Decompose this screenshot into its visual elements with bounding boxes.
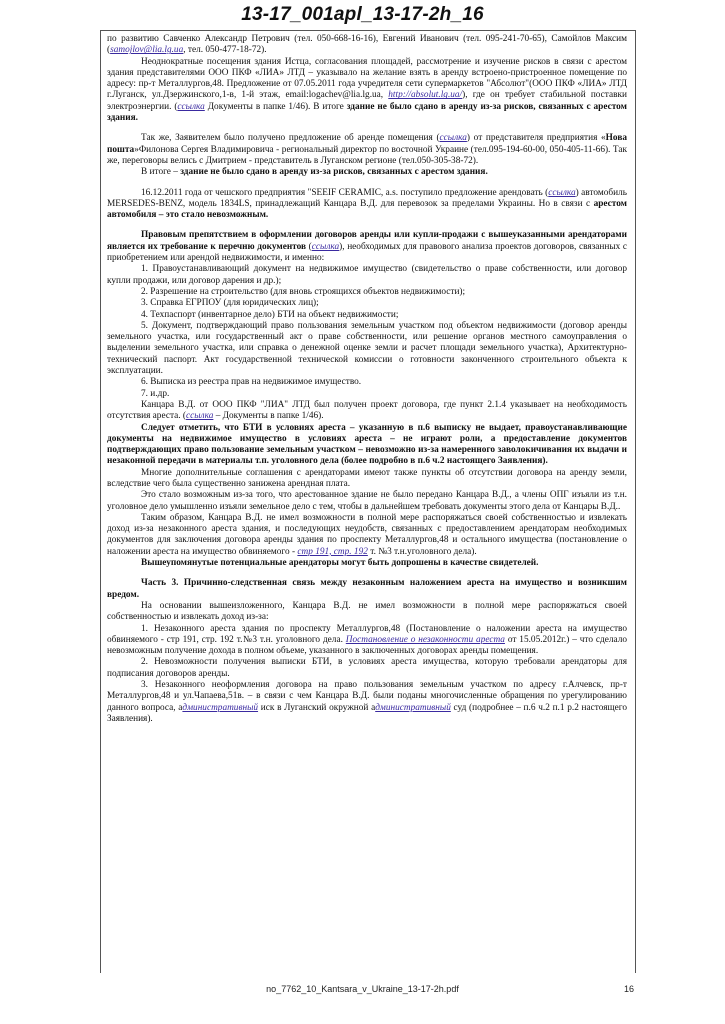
text-fragment: Нова пошта [107, 133, 627, 155]
paragraph [107, 133, 627, 167]
paragraph [107, 264, 627, 287]
document-link[interactable]: samojlov@lia.lg.ua [110, 45, 184, 56]
document-link[interactable]: дминистративный [375, 702, 451, 713]
text-fragment: Это стало возможным из-за того, что арестованное здание не было передано Канцара В.Д., а члены ОПГ изъяли из т.н. уголовное дело умышленно изъяли земельное дело с тем, чтобы в дальнейшем требовать документы этого дела от Канцары В.Д.. [107, 490, 627, 512]
text-fragment: Так же, Заявителем было получено предложение об аренде помещения ( [141, 133, 440, 144]
text-fragment: 3. Незаконного неоформления договора на право пользования земельным участком по адресу г.Алчевск, пр-т Металлургов,48 и ул.Чапаева,51в. – в связи с чем Канцара В.Д. были поданы многочисленные обращения по урегулированию данного вопроса, а [107, 680, 627, 713]
text-fragment: Канцара В.Д. от ООО ПКФ "ЛИА" ЛТД был получен проект договора, где пункт 2.1.4 указывает на необходимость отсутствия ареста. ( [107, 399, 627, 422]
paragraph [107, 389, 627, 400]
text-fragment: »Филонова Сергея Владимировича - региональный директор по восточной Украине (тел.095-194-60-00, 050-405-11-66). Так же, переговоры велись с Дмитрием - представитель в Луганском регионе (тел.050-305-38-72). [107, 144, 627, 166]
text-fragment: 5. Документ, подтверждающий право пользования земельным участком под объектом недвижимости (договор аренды земельного участка, или государственный акт о праве собственности, или решение органов местного самоуправления о выделении земельного участка, или справка о денежной оценке земли и расчет площади земельного участка), Архитектурно-технический паспорт. Акт государственной технической комиссии о готовности законченного строительного объекта к эксплуатации. [107, 320, 627, 377]
paragraph [107, 423, 627, 468]
paragraph [107, 680, 627, 725]
text-fragment: 7. и.др. [141, 388, 170, 399]
text-fragment: суд (подробнее – п.6 ч.2 п.1 р.2 настоящего Заявления). [107, 702, 627, 724]
document-link[interactable]: стр 191, стр. 192 [297, 546, 368, 557]
text-fragment: ) автомобиль MERSEDES-BENZ, модель 1834LS, принадлежащий Канцара В.Д. для перевозок за пределами Украины. Но в связи с [107, 187, 627, 209]
paragraph [107, 490, 627, 513]
text-fragment: , тел. 050-477-18-72). [183, 45, 267, 56]
paragraph [107, 558, 627, 569]
text-fragment: по развитию Савченко Александр Петрович (тел. 050-668-16-16), Евгений Иванович (тел. 095-241-70-65), Самойлов Максим ( [107, 34, 627, 56]
text-fragment: здание не было сдано в аренду из-за рисков, связанных с арестом здания. [180, 167, 488, 178]
paragraph [107, 57, 627, 125]
paragraph [107, 167, 627, 178]
document-body [107, 34, 627, 725]
text-fragment: ), где он требует стабильной поставки электроэнергии. ( [107, 90, 627, 112]
text-fragment: На основании вышеизложенного, Канцара В.Д. не имел возможности в полной мере распоряжаться своей собственностью и извлекать доход из-за: [107, 600, 627, 623]
text-fragment: ) от представителя предприятия « [466, 133, 606, 144]
paragraph [107, 34, 627, 57]
text-fragment: ), необходимых для правового анализа проектов договоров, связанных с приобретением или арендой недвижимости, и именно: [107, 241, 628, 264]
text-fragment: ( [306, 241, 312, 252]
text-fragment: от 15.05.2012г.) – что сделало невозможным получение дохода в полном объеме, указанного в заключенных договорах аренды помещения. [107, 634, 628, 657]
text-fragment: 2. Невозможности получения выписки БТИ, в условиях ареста имущества, которую требовали арендаторы для подписания договоров аренды. [107, 657, 627, 679]
text-fragment: Следует отметить, что БТИ в условиях ареста – указанную в п.6 выписку не выдает, правоустанавливающие документы на недвижимое имущество в условиях ареста – не играют роли, а предоставление документов подтверждающих право пользование земельным участком – невозможно из-за намеренного заволокичивания их выдачи и незаконной передачи в материалы т.п. уголовного дела (более подробно в п.6 ч.2 настоящего Заявления). [107, 422, 627, 467]
document-link[interactable]: http://absolut.lg.ua/ [388, 90, 463, 101]
text-fragment: здание не было сдано в аренду из-за рисков, связанных с арестом здания. [107, 101, 627, 124]
text-fragment: Неоднократные посещения здания Истца, согласования площадей, рассмотрение и изучение рисков в связи с арестом здания представителями ООО ПКФ «ЛИА» ЛТД – указывало на желание взять в аренду встроено-пристроенное помещение по адресу: пр-т Металлургов,48. Предложение от 07.05.2011 года учредителя сети супермаркетов "Абсолют"(ООО ПКФ «ЛИА» ЛТД г.Луганск, ул.Дзержинского,1-в, 1-й этаж, email:logachev@lia.lg.ua, [107, 56, 627, 101]
text-fragment: Вышеупомянутые потенциальные арендаторы могут быть допрошены в качестве свидетелей. [141, 558, 539, 569]
paragraph [107, 578, 627, 601]
text-fragment: арестом автомобиля – это стало невозможным. [107, 198, 627, 221]
paragraph [107, 287, 627, 298]
paragraph [107, 188, 627, 222]
text-fragment: Правовым препятствием в оформлении договоров аренды или купли-продажи с вышеуказанными арендаторами является их требование к перечню документов [107, 230, 627, 252]
text-fragment: В итоге – [141, 167, 181, 178]
document-link[interactable]: ссылка [439, 133, 467, 144]
text-fragment: 3. Справка ЕГРПОУ (для юридических лиц); [141, 298, 319, 309]
text-fragment: 2. Разрешение на строительство (для вновь строящихся объектов недвижимости); [141, 286, 466, 297]
text-fragment: Документы в папке 1/46). В итоге [204, 101, 347, 112]
paragraph [107, 377, 627, 388]
document-header: 13-17_001apl_13-17-2h_16 [241, 4, 484, 25]
paragraph [107, 298, 627, 309]
paragraph [107, 468, 627, 491]
document-link[interactable]: ссылка [177, 101, 205, 112]
text-fragment: 1. Незаконного ареста здания по проспекту Металлургов,48 (Постановление о наложении ареста на имущество обвиняемого - стр 191, стр. 192 т.№3 т.н. уголовного дела. [107, 623, 627, 645]
paragraph [107, 310, 627, 321]
footer-filename: no_7762_10_Kantsara_v_Ukraine_13-17-2h.pdf [266, 984, 459, 994]
paragraph [107, 657, 627, 680]
document-link[interactable]: ссылка [311, 241, 340, 252]
text-fragment: Часть 3. Причинно-следственная связь между незаконным наложением ареста на имущество и возникшим вредом. [107, 578, 627, 600]
document-link[interactable]: Постановление о незаконности ареста [345, 634, 505, 645]
paragraph [107, 230, 627, 264]
text-fragment: 6. Выписка из реестра прав на недвижимое имущество. [141, 377, 362, 388]
document-link[interactable]: ссылка [186, 411, 214, 422]
text-fragment: 1. Правоустанавливающий документ на недвижимое имущество (свидетельство о праве собственности, или договор купли продажи, или договор дарения и др.); [107, 264, 627, 286]
paragraph [107, 513, 627, 558]
text-fragment: – Документы в папке 1/46). [213, 411, 324, 422]
paragraph [107, 624, 627, 658]
text-fragment: иск в Луганский окружной а [258, 702, 376, 713]
document-link[interactable]: ссылка [548, 187, 576, 198]
text-fragment: 4. Техпаспорт (инвентарное дело) БТИ на объект недвижимости; [141, 309, 399, 320]
text-fragment: Многие дополнительные соглашения с арендаторами имеют также пункты об отсутствии договора на аренду земли, вследствие чего была существенно занижена арендная плата. [107, 467, 627, 489]
text-fragment: 16.12.2011 года от чешского предприятия "SEEIF CERAMIC, a.s. поступило предложение арендовать ( [141, 187, 549, 198]
text-fragment: т. №3 т.н.уголовного дела). [367, 546, 477, 557]
text-fragment: Таким образом, Канцара В.Д. не имел возможности в полной мере распоряжаться своей собственностью и извлекать доход из-за незаконного ареста здания, и последующих неудобств, связанных с предоставлением арендаторам необходимых документов для заключения договора аренды здания по проспекту Металлургов,48 и остального имущества (постановление о наложении ареста на имущество обвиняемого - [107, 512, 627, 557]
paragraph [107, 400, 627, 423]
paragraph [107, 321, 627, 377]
paragraph [107, 601, 627, 624]
document-link[interactable]: дминистративный [182, 702, 259, 713]
page-number: 16 [624, 984, 635, 994]
